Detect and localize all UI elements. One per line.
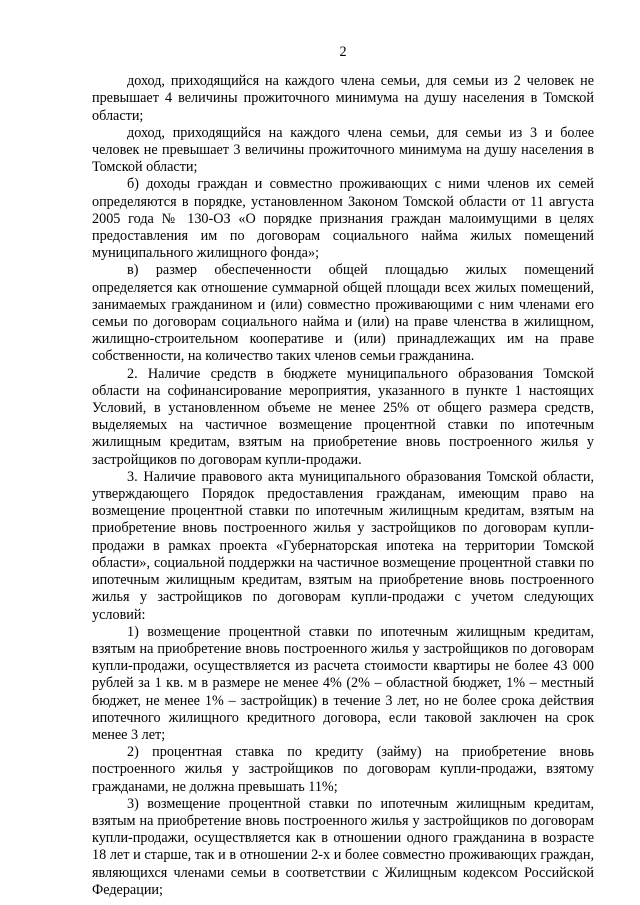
paragraph-3-3-recipients: 3) возмещение процентной ставки по ипотечным жилищным кредитам, взятым на приобретение вновь построенного жилья у застройщиков по договорам купли-продажи, осуществляется как в отношении одного гражданина в возрасте 18 лет и старше, так и в отношении 2-х и более совместно проживающих граждан, являющихся членами семьи в соответствии с Жилищным кодексом Российской Федерации; bbox=[92, 795, 594, 898]
paragraph-income-2-persons: доход, приходящийся на каждого члена семьи, для семьи из 2 человек не превышает 4 величины прожиточного минимума на душу населения в Томской области; bbox=[92, 73, 594, 124]
document-body bbox=[92, 73, 594, 899]
paragraph-3-1-rate-compensation: 1) возмещение процентной ставки по ипотечным жилищным кредитам, взятым на приобретение вновь построенного жилья у застройщиков по договорам купли-продажи, осуществляется из расчета стоимости квартиры не более 43 000 рублей за 1 кв. м в размере не менее 4% (2% – областной бюджет, 1% – местный бюджет, не менее 1% – застройщик) в течение 3 лет, но не более срока действия ипотечного жилищного кредитного договора, если таковой заключен на срок менее 3 лет; bbox=[92, 623, 594, 743]
paragraph-b-incomes: б) доходы граждан и совместно проживающих с ними членов их семей определяются в порядке, установленном Законом Томской области от 11 августа 2005 года № 130-ОЗ «О порядке признания граждан малоимущими в целях предоставления им по договорам социального найма жилых помещений муниципального жилищного фонда»; bbox=[92, 176, 594, 262]
paragraph-v-housing-area: в) размер обеспеченности общей площадью жилых помещений определяется как отношение суммарной общей площади всех жилых помещений, занимаемых гражданином и (или) совместно проживающими с ним членами его семьи по договорам социального найма и (или) на праве членства в жилищном, жилищно-строительном кооперативе и (или) принадлежащих им на праве собственности, на количество таких членов семьи гражданина. bbox=[92, 262, 594, 365]
paragraph-3-2-interest-rate: 2) процентная ставка по кредиту (займу) на приобретение вновь построенного жилья у застройщиков по договорам купли-продажи, взятому гражданами, не должна превышать 11%; bbox=[92, 744, 594, 795]
paragraph-income-3-persons: доход, приходящийся на каждого члена семьи, для семьи из 3 и более человек не превышает 3 величины прожиточного минимума на душу населения в Томской области; bbox=[92, 124, 594, 176]
page-number: 2 bbox=[339, 44, 347, 60]
paragraph-3-legal-act: 3. Наличие правового акта муниципального образования Томской области, утверждающего Порядок предоставления гражданам, имеющим право на возмещение процентной ставки по ипотечным жилищным кредитам, взятым на приобретение вновь построенного жилья у застройщиков по договорам купли-продажи в рамках проекта «Губернаторская ипотека на территории Томской области», социальной поддержки на частичное возмещение процентной ставки по ипотечным жилищным кредитам, взятым на приобретение вновь построенного жилья у застройщиков по договорам купли-продажи с учетом следующих условий: bbox=[92, 468, 594, 623]
paragraph-2-budget-funds: 2. Наличие средств в бюджете муниципального образования Томской области на софинансирование мероприятия, указанного в пункте 1 настоящих Условий, в установленном объеме не менее 25% от общего размера средств, выделяемых на частичное возмещение процентной ставки по ипотечным жилищным кредитам, взятым на приобретение вновь построенного жилья у застройщиков по договорам купли-продажи. bbox=[92, 365, 594, 468]
